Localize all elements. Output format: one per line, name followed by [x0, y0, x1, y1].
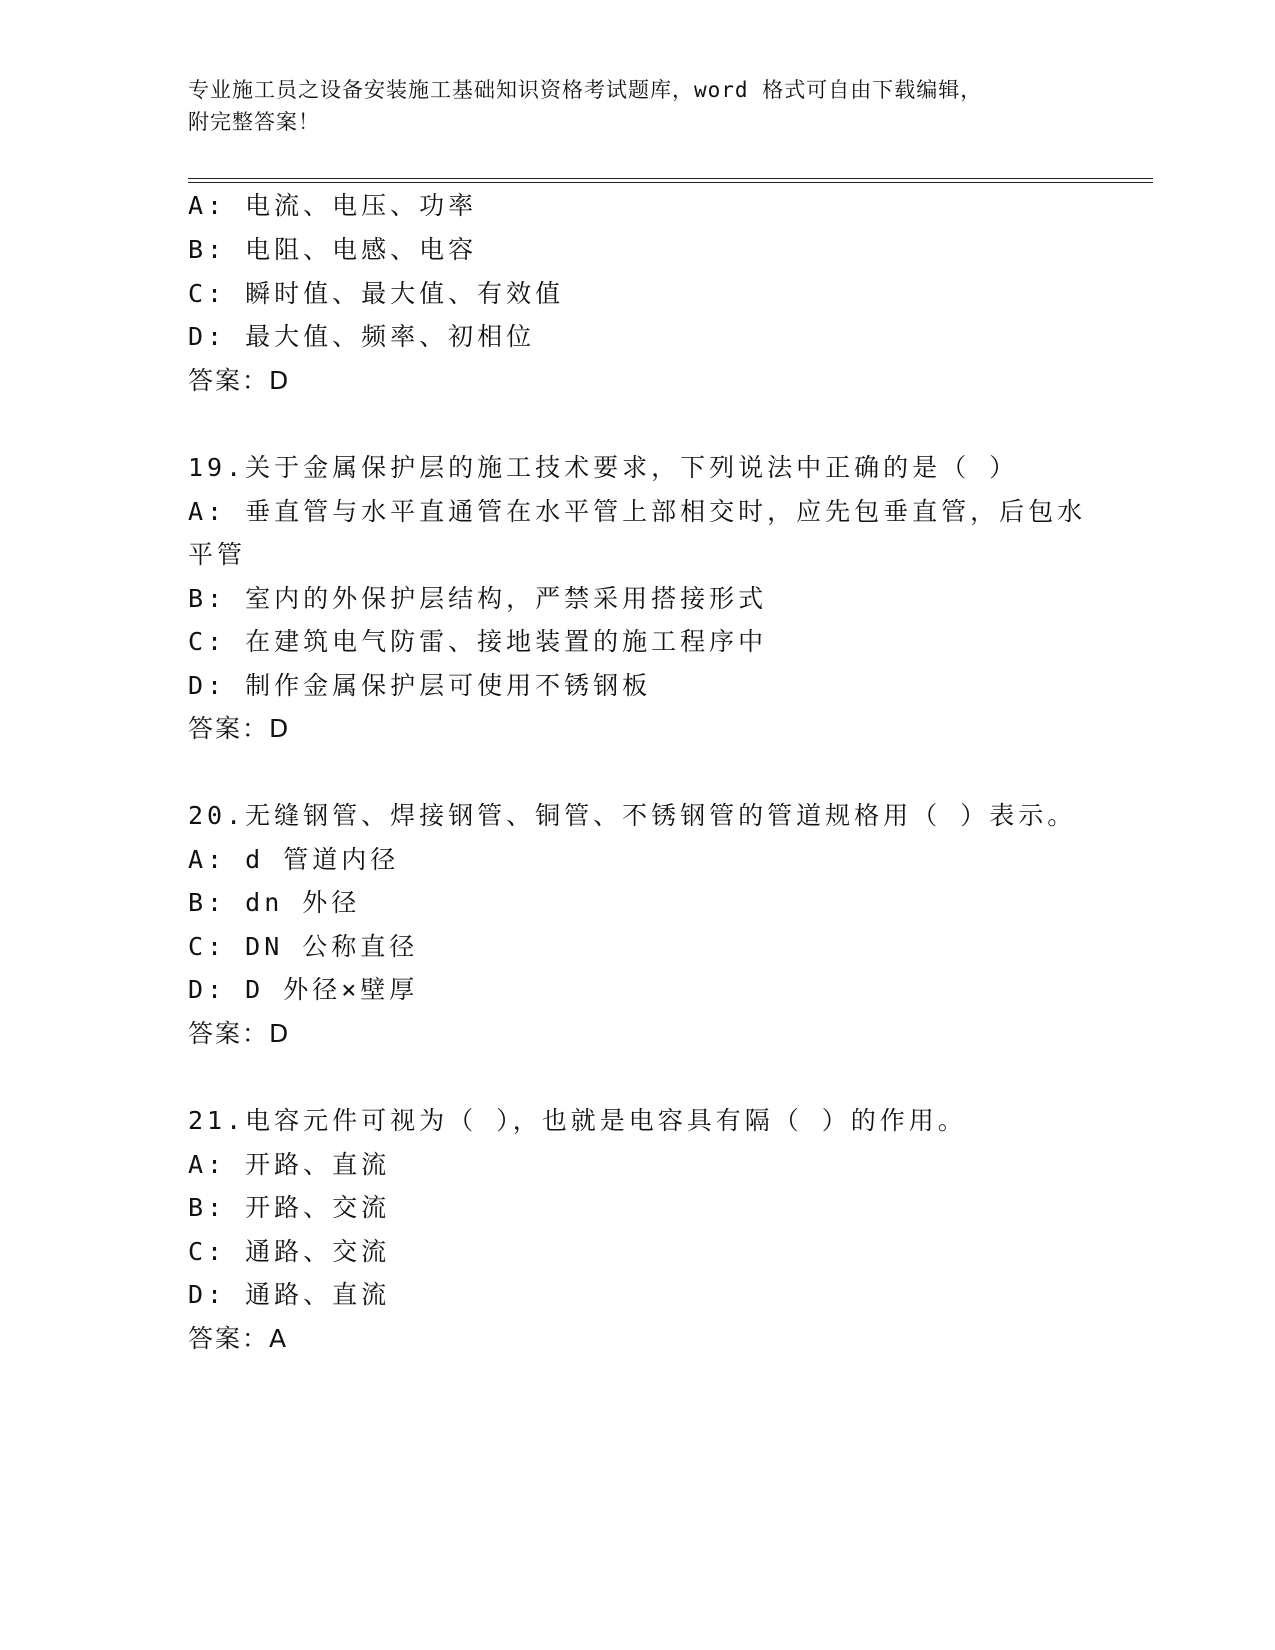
q20-option-d: D: D 外径×壁厚 [188, 975, 419, 1004]
q19-option-d: D: 制作金属保护层可使用不锈钢板 [188, 671, 652, 700]
q19-option-a: A: 垂直管与水平直通管在水平管上部相交时，应先包垂直管，后包水 [188, 497, 1087, 526]
header-line-2: 附完整答案！ [188, 110, 320, 134]
q21-option-b: B: 开路、交流 [188, 1193, 391, 1222]
q18-option-c: C: 瞬时值、最大值、有效值 [188, 279, 565, 308]
q21-option-d: D: 通路、直流 [188, 1280, 391, 1309]
q18-option-a: A: 电流、电压、功率 [188, 191, 478, 220]
document-header [188, 74, 1088, 138]
q21-question: 21.电容元件可视为（ ），也就是电容具有隔（ ）的作用。 [188, 1106, 967, 1135]
q21-answer: 答案：A [188, 1324, 289, 1353]
q21-option-a: A: 开路、直流 [188, 1150, 391, 1179]
q21-option-c: C: 通路、交流 [188, 1237, 391, 1266]
q19-answer: 答案：D [188, 714, 291, 743]
q19-option-a-cont: 平管 [188, 540, 247, 569]
q20-option-b: B: dn 外径 [188, 888, 361, 917]
q18-option-b: B: 电阻、电感、电容 [188, 235, 478, 264]
q20-option-a: A: d 管道内径 [188, 845, 400, 874]
q20-question: 20.无缝钢管、焊接钢管、铜管、不锈钢管的管道规格用（ ）表示。 [188, 801, 1077, 830]
q19-option-b: B: 室内的外保护层结构，严禁采用搭接形式 [188, 584, 768, 613]
header-divider [188, 178, 1153, 183]
q18-answer: 答案：D [188, 366, 291, 395]
q18-option-d: D: 最大值、频率、初相位 [188, 322, 536, 351]
header-line-1: 专业施工员之设备安装施工基础知识资格考试题库，word 格式可自由下载编辑， [188, 78, 983, 102]
q20-option-c: C: DN 公称直径 [188, 932, 419, 961]
q19-option-c: C: 在建筑电气防雷、接地装置的施工程序中 [188, 627, 768, 656]
q19-question: 19.关于金属保护层的施工技术要求，下列说法中正确的是（ ） [188, 453, 1019, 482]
q20-answer: 答案：D [188, 1019, 291, 1048]
